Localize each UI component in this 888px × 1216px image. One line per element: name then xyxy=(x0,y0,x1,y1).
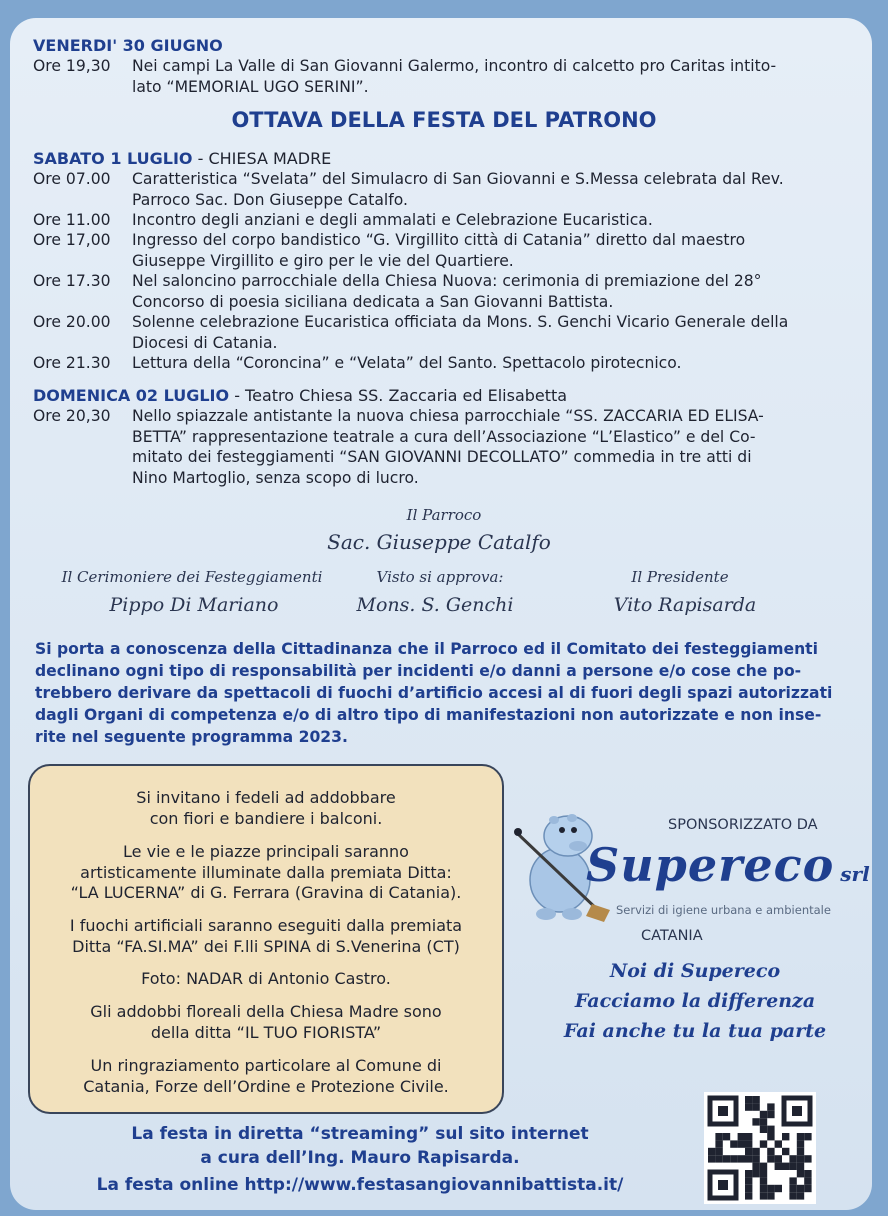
presidente-name: Vito Rapisarda xyxy=(613,594,757,616)
qr-module xyxy=(752,1118,759,1125)
qr-module xyxy=(745,1140,752,1147)
qr-module xyxy=(789,1155,796,1162)
qr-module xyxy=(760,1170,767,1177)
qr-module xyxy=(782,1133,789,1140)
sponsor-slogan: Fai anche tu la tua parte xyxy=(563,1020,827,1042)
qr-module xyxy=(767,1103,774,1110)
qr-module xyxy=(775,1155,782,1162)
sponsor-slogan: Noi di Supereco xyxy=(609,960,781,982)
qr-module xyxy=(730,1155,737,1162)
qr-module xyxy=(797,1133,804,1140)
day-location: - Teatro Chiesa SS. Zaccaria ed Elisabetta xyxy=(229,386,568,405)
qr-module xyxy=(797,1163,804,1170)
info-box xyxy=(28,764,504,1114)
qr-module xyxy=(789,1185,796,1192)
event-line: BETTA” rappresentazione teatrale a cura dell’Associazione “L’Elastico” e del Co- xyxy=(132,427,756,446)
qr-module xyxy=(797,1148,804,1155)
qr-module xyxy=(745,1096,752,1103)
saturday-heading xyxy=(33,149,331,168)
qr-module xyxy=(738,1155,745,1162)
qr-module xyxy=(708,1155,715,1162)
cerimoniere-name: Pippo Di Mariano xyxy=(109,594,279,616)
qr-module xyxy=(738,1140,745,1147)
qr-module xyxy=(723,1133,730,1140)
notice-line: dagli Organi di competenza e/o di altro tipo di manifestazioni non autorizzate e non inse- xyxy=(35,706,822,724)
box-paragraph: Le vie e le piazze principali saranno artisticamente illuminate dalla premiata Ditta: “LA LUCERNA” di G. Ferrara (Gravina di Catania). xyxy=(70,842,462,902)
streaming-credit: a cura dell’Ing. Mauro Rapisarda. xyxy=(200,1148,520,1168)
event-time: Ore 17.30 xyxy=(33,272,111,290)
event-line: Solenne celebrazione Eucaristica officiata da Mons. S. Genchi Vicario Generale della xyxy=(132,313,789,331)
qr-module xyxy=(760,1192,767,1199)
qr-module xyxy=(745,1185,752,1192)
qr-module xyxy=(804,1155,811,1162)
event-line: mitato dei festeggiamenti “SAN GIOVANNI DECOLLATO” commedia in tre atti di xyxy=(132,448,752,466)
notice-line: rite nel seguente programma 2023. xyxy=(35,728,348,746)
logo-name: Supereco xyxy=(586,838,835,892)
qr-module xyxy=(760,1111,767,1118)
qr-module xyxy=(767,1133,774,1140)
streaming-line: La festa in diretta “streaming” sul sito internet xyxy=(131,1124,589,1144)
qr-module xyxy=(745,1133,752,1140)
event-line: Diocesi di Catania. xyxy=(132,333,278,352)
qr-module xyxy=(738,1133,745,1140)
qr-module xyxy=(723,1155,730,1162)
qr-module xyxy=(775,1140,782,1147)
event-line: Giuseppe Virgillito e giro per le vie del Quartiere. xyxy=(132,251,514,270)
qr-module xyxy=(715,1155,722,1162)
event-time: Ore 20,30 xyxy=(33,407,111,425)
event-line: Nello spiazzale antistante la nuova chiesa parrocchiale “SS. ZACCARIA ED ELISA- xyxy=(132,407,764,425)
qr-module xyxy=(752,1148,759,1155)
box-paragraph: Gli addobbi floreali della Chiesa Madre sono della ditta “IL TUO FIORISTA” xyxy=(90,1002,442,1042)
qr-module xyxy=(804,1170,811,1177)
qr-module xyxy=(789,1177,796,1184)
event-line: Nino Martoglio, senza scopo di lucro. xyxy=(132,468,419,487)
event-line: Lettura della “Coroncina” e “Velata” del Santo. Spettacolo pirotecnico. xyxy=(132,354,682,372)
qr-module xyxy=(745,1192,752,1199)
qr-module xyxy=(752,1096,759,1103)
qr-module xyxy=(745,1103,752,1110)
friday-heading: VENERDI' 30 GIUGNO xyxy=(33,36,223,55)
qr-module xyxy=(752,1103,759,1110)
qr-module xyxy=(752,1163,759,1170)
notice-line: Si porta a conoscenza della Cittadinanza che il Parroco ed il Comitato dei festeggiamenti xyxy=(35,640,818,658)
event-time: Ore 19,30 xyxy=(33,57,111,75)
qr-module xyxy=(760,1140,767,1147)
event-line: Incontro degli anziani e degli ammalati e Celebrazione Eucaristica. xyxy=(132,211,653,229)
qr-module xyxy=(715,1133,722,1140)
qr-code-icon[interactable] xyxy=(704,1092,816,1204)
qr-module xyxy=(797,1192,804,1199)
qr-module xyxy=(797,1155,804,1162)
qr-module xyxy=(760,1177,767,1184)
box-paragraph: I fuochi artificiali saranno eseguiti dalla premiata Ditta “FA.SI.MA” dei F.lli SPINA di S.Venerina (CT) xyxy=(69,916,463,956)
qr-module xyxy=(782,1163,789,1170)
visto-name: Mons. S. Genchi xyxy=(356,594,514,616)
notice-line: declinano ogni tipo di responsabilità per incidenti e/o danni a persone e/o cose che po- xyxy=(35,662,802,680)
qr-module xyxy=(752,1155,759,1162)
qr-module xyxy=(715,1148,722,1155)
qr-module xyxy=(767,1185,774,1192)
visto-role: Visto si approva: xyxy=(376,568,504,586)
event-time: Ore 07.00 xyxy=(33,170,111,188)
day-location: - CHIESA MADRE xyxy=(192,149,332,168)
qr-module xyxy=(804,1177,811,1184)
qr-module xyxy=(745,1170,752,1177)
qr-module xyxy=(775,1185,782,1192)
qr-module xyxy=(745,1177,752,1184)
sponsor-tagline: Servizi di igiene urbana e ambientale xyxy=(616,903,831,917)
qr-module xyxy=(797,1170,804,1177)
qr-module xyxy=(782,1148,789,1155)
qr-module xyxy=(797,1140,804,1147)
qr-module xyxy=(760,1118,767,1125)
sponsor-slogan: Facciamo la differenza xyxy=(574,990,816,1012)
qr-module xyxy=(708,1148,715,1155)
presidente-role: Il Presidente xyxy=(631,568,729,586)
box-paragraph: Foto: NADAR di Antonio Castro. xyxy=(141,969,391,988)
qr-module xyxy=(767,1148,774,1155)
sunday-heading xyxy=(33,386,567,405)
section-title: OTTAVA DELLA FESTA DEL PATRONO xyxy=(231,108,657,132)
event-line: Caratteristica “Svelata” del Simulacro di San Giovanni e S.Messa celebrata dal Rev. xyxy=(132,170,784,188)
day-heading: SABATO 1 LUGLIO xyxy=(33,149,193,168)
qr-module xyxy=(760,1185,767,1192)
event-line: Parroco Sac. Don Giuseppe Catalfo. xyxy=(132,190,408,209)
event-line: Nei campi La Valle di San Giovanni Galermo, incontro di calcetto pro Caritas intito- xyxy=(132,57,777,75)
qr-module xyxy=(745,1155,752,1162)
parroco-role: Il Parroco xyxy=(406,506,482,524)
event-time: Ore 21.30 xyxy=(33,354,111,372)
qr-module xyxy=(752,1170,759,1177)
event-time: Ore 17,00 xyxy=(33,231,111,249)
qr-module xyxy=(767,1111,774,1118)
qr-module xyxy=(767,1192,774,1199)
qr-module xyxy=(760,1163,767,1170)
day-heading: DOMENICA 02 LUGLIO xyxy=(33,386,230,405)
qr-module xyxy=(767,1126,774,1133)
event-line: Concorso di poesia siciliana dedicata a San Giovanni Battista. xyxy=(132,292,614,311)
qr-module xyxy=(789,1163,796,1170)
qr-module xyxy=(804,1185,811,1192)
logo-suffix: srl xyxy=(840,862,870,886)
event-line: lato “MEMORIAL UGO SERINI”. xyxy=(132,77,369,96)
qr-module xyxy=(745,1148,752,1155)
qr-module xyxy=(715,1140,722,1147)
qr-module xyxy=(730,1140,737,1147)
event-time: Ore 11.00 xyxy=(33,211,111,229)
qr-module xyxy=(797,1185,804,1192)
parroco-name: Sac. Giuseppe Catalfo xyxy=(327,530,551,554)
notice-line: trebbero derivare da spettacoli di fuochi d’artificio accesi al di fuori degli spazi autorizzati xyxy=(35,684,833,702)
box-paragraph: Si invitano i fedeli ad addobbare con fiori e bandiere i balconi. xyxy=(136,788,396,828)
event-time: Ore 20.00 xyxy=(33,313,111,331)
event-line: Ingresso del corpo bandistico “G. Virgillito città di Catania” diretto dal maestro xyxy=(132,231,746,249)
qr-module xyxy=(775,1163,782,1170)
festa-url[interactable]: La festa online http://www.festasangiovannibattista.it/ xyxy=(96,1175,624,1195)
cerimoniere-role: Il Cerimoniere dei Festeggiamenti xyxy=(61,568,323,586)
box-paragraph: Un ringraziamento particolare al Comune di Catania, Forze dell’Ordine e Protezione Civile. xyxy=(83,1056,449,1096)
sponsor-label: SPONSORIZZATO DA xyxy=(668,817,818,833)
qr-module xyxy=(789,1192,796,1199)
qr-module xyxy=(760,1126,767,1133)
qr-module xyxy=(804,1133,811,1140)
qr-module xyxy=(767,1155,774,1162)
event-line: Nel saloncino parrocchiale della Chiesa Nuova: cerimonia di premiazione del 28° xyxy=(132,272,762,290)
sponsor-city: CATANIA xyxy=(641,928,703,944)
supereco-logo xyxy=(586,838,870,892)
responsibility-notice xyxy=(35,638,843,748)
